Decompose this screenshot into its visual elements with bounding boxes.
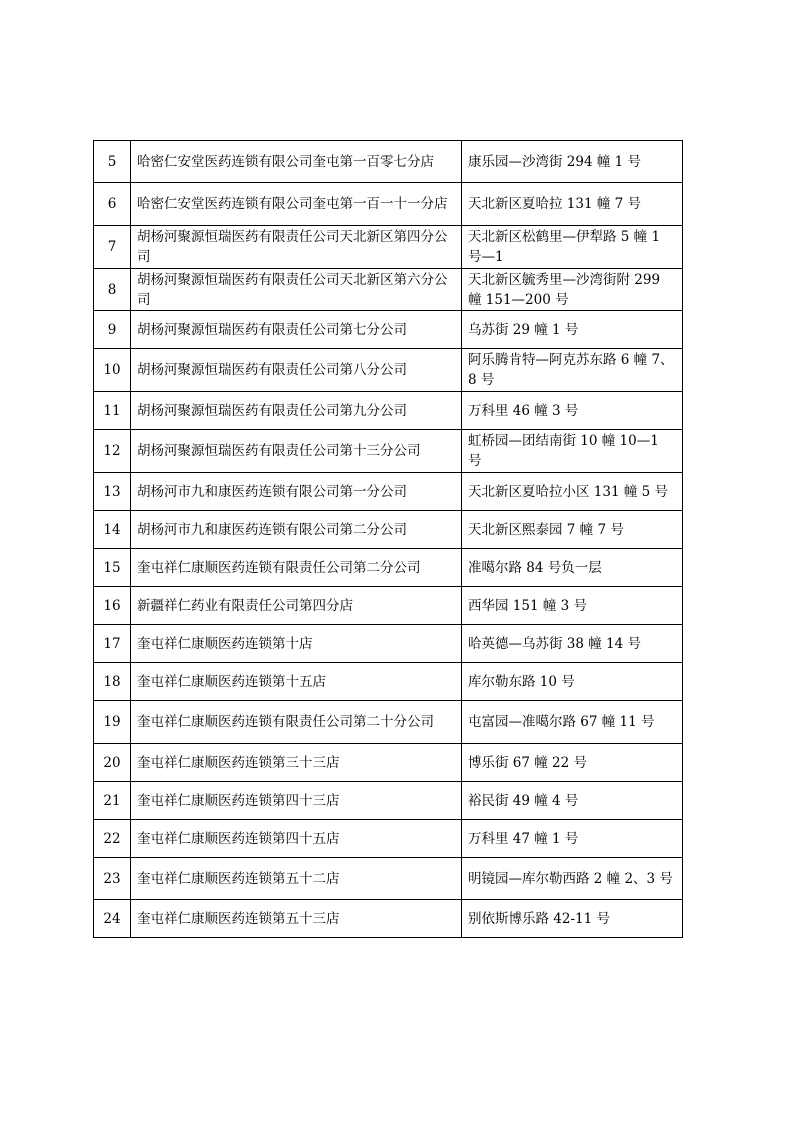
pharmacy-name: 奎屯祥仁康顺医药连锁有限责任公司第二十分公司 xyxy=(131,701,462,744)
table-row xyxy=(94,587,683,625)
pharmacy-table xyxy=(93,140,683,938)
row-number: 8 xyxy=(94,269,131,311)
pharmacy-name: 哈密仁安堂医药连锁有限公司奎屯第一百一十一分店 xyxy=(131,183,462,226)
pharmacy-name: 胡杨河聚源恒瑞医药有限责任公司第八分公司 xyxy=(131,349,462,392)
pharmacy-name: 奎屯祥仁康顺医药连锁有限责任公司第二分公司 xyxy=(131,549,462,587)
pharmacy-address: 西华园 151 幢 3 号 xyxy=(462,587,683,625)
table-row xyxy=(94,311,683,349)
pharmacy-address: 虹桥园—团结南街 10 幢 10—1 号 xyxy=(462,430,683,473)
pharmacy-address: 天北新区夏哈拉 131 幢 7 号 xyxy=(462,183,683,226)
pharmacy-address: 天北新区毓秀里—沙湾街附 299 幢 151—200 号 xyxy=(462,269,683,311)
pharmacy-address: 天北新区熙泰园 7 幢 7 号 xyxy=(462,511,683,549)
table-row xyxy=(94,141,683,183)
table-row xyxy=(94,820,683,858)
pharmacy-name: 奎屯祥仁康顺医药连锁第四十三店 xyxy=(131,782,462,820)
row-number: 6 xyxy=(94,183,131,226)
pharmacy-address: 裕民街 49 幢 4 号 xyxy=(462,782,683,820)
pharmacy-name: 奎屯祥仁康顺医药连锁第十五店 xyxy=(131,663,462,701)
table-row xyxy=(94,549,683,587)
row-number: 20 xyxy=(94,744,131,782)
pharmacy-name: 胡杨河聚源恒瑞医药有限责任公司第十三分公司 xyxy=(131,430,462,473)
table-row xyxy=(94,782,683,820)
pharmacy-address: 屯富园—准噶尔路 67 幢 11 号 xyxy=(462,701,683,744)
row-number: 13 xyxy=(94,473,131,511)
pharmacy-address: 明镜园—库尔勒西路 2 幢 2、3 号 xyxy=(462,858,683,900)
pharmacy-address: 万科里 46 幢 3 号 xyxy=(462,392,683,430)
table-row xyxy=(94,226,683,269)
row-number: 23 xyxy=(94,858,131,900)
table-row xyxy=(94,430,683,473)
pharmacy-name: 奎屯祥仁康顺医药连锁第三十三店 xyxy=(131,744,462,782)
pharmacy-address: 准噶尔路 84 号负一层 xyxy=(462,549,683,587)
pharmacy-address: 博乐街 67 幢 22 号 xyxy=(462,744,683,782)
pharmacy-address: 哈英德—乌苏街 38 幢 14 号 xyxy=(462,625,683,663)
table-row xyxy=(94,392,683,430)
row-number: 22 xyxy=(94,820,131,858)
row-number: 12 xyxy=(94,430,131,473)
table-row xyxy=(94,744,683,782)
pharmacy-name: 胡杨河聚源恒瑞医药有限责任公司天北新区第四分公司 xyxy=(131,226,462,269)
table-row xyxy=(94,701,683,744)
table-row xyxy=(94,183,683,226)
table-row xyxy=(94,625,683,663)
pharmacy-address: 阿乐腾肯特—阿克苏东路 6 幢 7、8 号 xyxy=(462,349,683,392)
pharmacy-address: 万科里 47 幢 1 号 xyxy=(462,820,683,858)
pharmacy-address: 乌苏街 29 幢 1 号 xyxy=(462,311,683,349)
row-number: 11 xyxy=(94,392,131,430)
row-number: 5 xyxy=(94,141,131,183)
pharmacy-name: 哈密仁安堂医药连锁有限公司奎屯第一百零七分店 xyxy=(131,141,462,183)
table-row xyxy=(94,858,683,900)
table-row xyxy=(94,269,683,311)
pharmacy-name: 奎屯祥仁康顺医药连锁第五十三店 xyxy=(131,900,462,938)
row-number: 17 xyxy=(94,625,131,663)
row-number: 9 xyxy=(94,311,131,349)
pharmacy-name: 奎屯祥仁康顺医药连锁第十店 xyxy=(131,625,462,663)
table-body xyxy=(94,141,683,938)
table-row xyxy=(94,663,683,701)
row-number: 7 xyxy=(94,226,131,269)
row-number: 14 xyxy=(94,511,131,549)
pharmacy-name: 奎屯祥仁康顺医药连锁第五十二店 xyxy=(131,858,462,900)
row-number: 24 xyxy=(94,900,131,938)
pharmacy-name: 胡杨河市九和康医药连锁有限公司第一分公司 xyxy=(131,473,462,511)
pharmacy-address: 康乐园—沙湾街 294 幢 1 号 xyxy=(462,141,683,183)
pharmacy-name: 新疆祥仁药业有限责任公司第四分店 xyxy=(131,587,462,625)
row-number: 18 xyxy=(94,663,131,701)
table-row xyxy=(94,900,683,938)
row-number: 15 xyxy=(94,549,131,587)
pharmacy-address: 天北新区松鹤里—伊犁路 5 幢 1 号—1 xyxy=(462,226,683,269)
pharmacy-name: 胡杨河聚源恒瑞医药有限责任公司天北新区第六分公司 xyxy=(131,269,462,311)
row-number: 21 xyxy=(94,782,131,820)
pharmacy-address: 别依斯博乐路 42-11 号 xyxy=(462,900,683,938)
table-row xyxy=(94,349,683,392)
pharmacy-name: 胡杨河市九和康医药连锁有限公司第二分公司 xyxy=(131,511,462,549)
pharmacy-name: 奎屯祥仁康顺医药连锁第四十五店 xyxy=(131,820,462,858)
pharmacy-name: 胡杨河聚源恒瑞医药有限责任公司第七分公司 xyxy=(131,311,462,349)
pharmacy-name: 胡杨河聚源恒瑞医药有限责任公司第九分公司 xyxy=(131,392,462,430)
table-row xyxy=(94,473,683,511)
pharmacy-address: 库尔勒东路 10 号 xyxy=(462,663,683,701)
row-number: 16 xyxy=(94,587,131,625)
row-number: 10 xyxy=(94,349,131,392)
table-row xyxy=(94,511,683,549)
pharmacy-address: 天北新区夏哈拉小区 131 幢 5 号 xyxy=(462,473,683,511)
row-number: 19 xyxy=(94,701,131,744)
